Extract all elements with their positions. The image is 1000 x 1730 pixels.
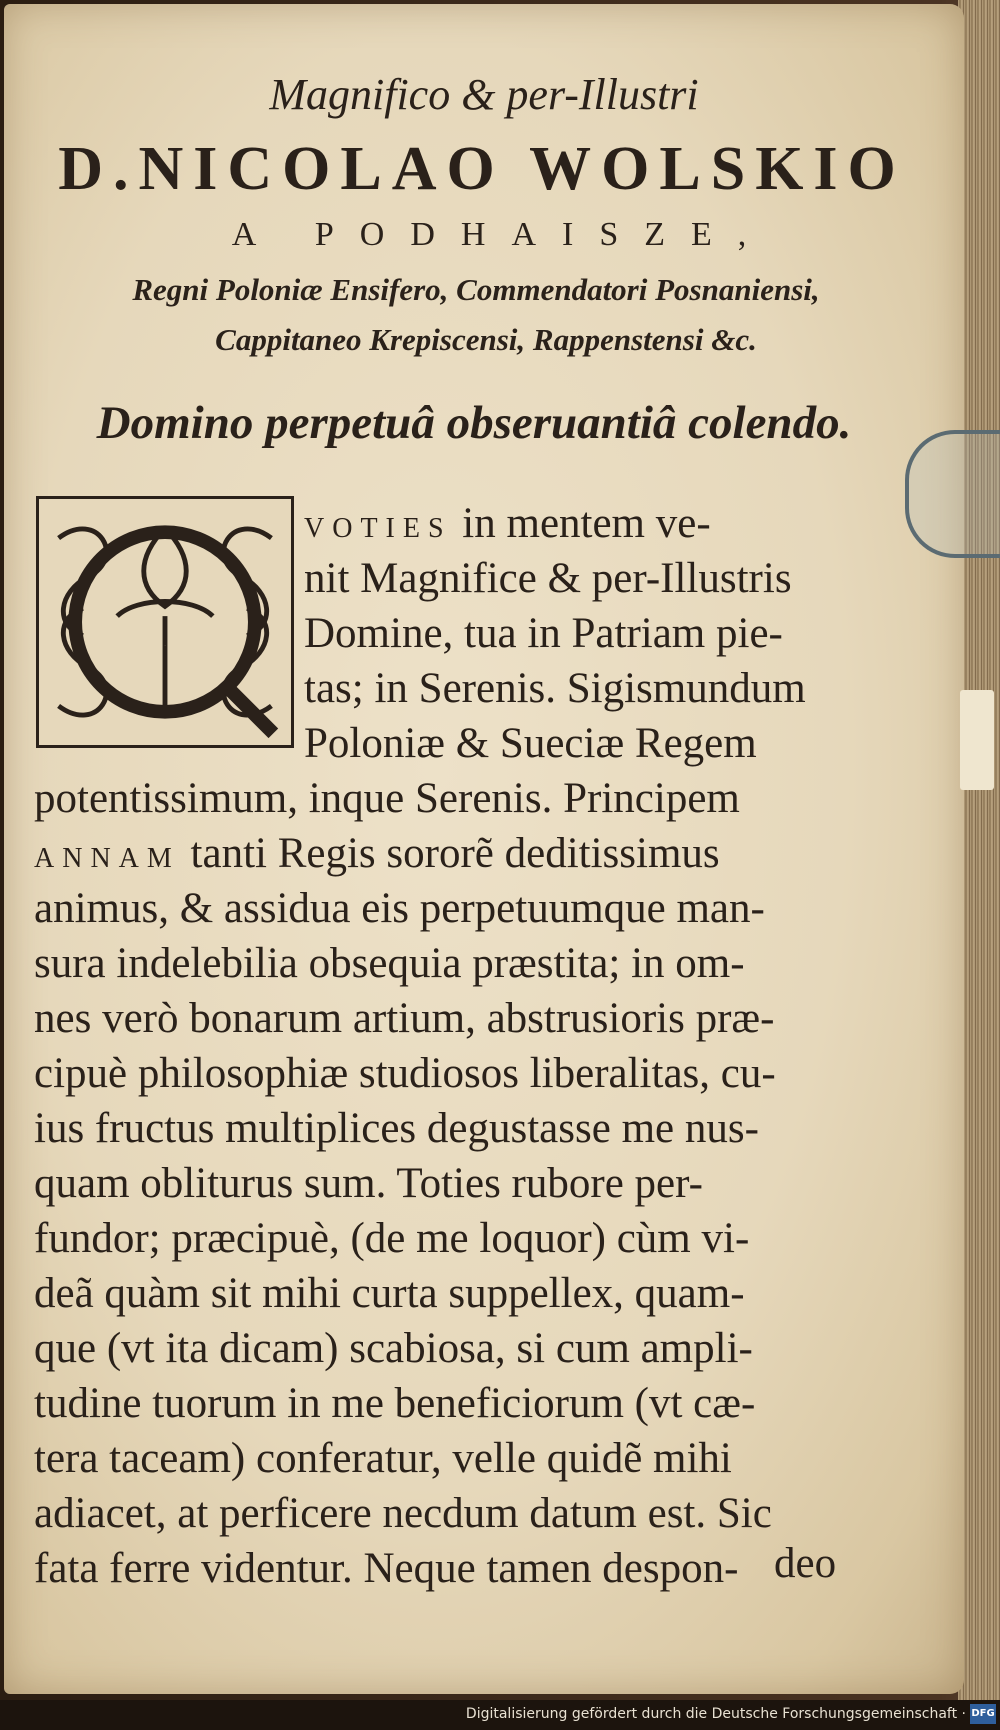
dedicatee-origin: A PODHAISZE, — [231, 216, 773, 253]
text-line: VOTIES in mentem ve- — [304, 500, 711, 547]
text-line: fundor; præcipuè, (de me loquor) cùm vi- — [34, 1215, 750, 1262]
page-edges — [958, 0, 1000, 1700]
text-line: tudine tuorum in me beneficiorum (vt cæ- — [34, 1380, 756, 1427]
catchword: deo — [774, 1540, 837, 1587]
text-line: tas; in Serenis. Sigismundum — [304, 665, 806, 712]
body-text-block — [34, 771, 864, 1596]
ornament-icon — [39, 499, 291, 745]
dedicatee-name: D.NICOLAO WOLSKIO — [58, 135, 906, 203]
dedicatee-title-1: Regni Poloniæ Ensifero, Commendatori Posnaniensi, — [132, 272, 820, 307]
dfg-logo-icon: DFG — [970, 1704, 996, 1724]
text-line: que (vt ita dicam) scabiosa, si cum ampli- — [34, 1325, 753, 1372]
indented-text-block — [304, 496, 844, 771]
text-line: Poloniæ & Sueciæ Regem — [304, 720, 757, 767]
initial-letter: Q — [164, 645, 166, 647]
text-line: ius fructus multiplices degustasse me nus- — [34, 1105, 759, 1152]
text-line: cipuè philosophiæ studiosos liberalitas, cu- — [34, 1050, 776, 1097]
dedication-salutation: Domino perpetuâ obseruantiâ colendo. — [96, 397, 852, 449]
text-line: nit Magnifice & per-Illustris — [304, 555, 792, 602]
text-line: animus, & assidua eis perpetuumque man- — [34, 885, 765, 932]
text-line: fata ferre videntur. Neque tamen despon- — [34, 1545, 739, 1592]
text-line: ANNAM tanti Regis sororẽ deditissimus — [34, 830, 720, 877]
text-line: deã quàm sit mihi curta suppellex, quam- — [34, 1270, 745, 1317]
funding-credit: Digitalisierung gefördert durch die Deutsche Forschungsgemeinschaft · — [465, 1706, 966, 1722]
dedication-line-1: Magnifico & per-Illustri — [269, 70, 699, 119]
decorated-initial — [36, 496, 294, 748]
dedicatee-title-2: Cappitaneo Krepiscensi, Rappenstensi &c. — [215, 322, 757, 357]
text-line: quam obliturus sum. Toties rubore per- — [34, 1160, 703, 1207]
text-line: sura indelebilia obsequia præstita; in om- — [34, 940, 745, 987]
text-line: adiacet, at perficere necdum datum est. Sic — [34, 1490, 772, 1537]
anna-smallcaps: ANNAM — [34, 843, 180, 874]
text-line: tera taceam) conferatur, velle quidẽ mihi — [34, 1435, 732, 1482]
bookmark-clip — [905, 430, 1000, 558]
text-line: potentissimum, inque Serenis. Principem — [34, 775, 740, 822]
paper-scrap — [960, 690, 994, 790]
text-line: nes verò bonarum artium, abstrusioris præ- — [34, 995, 775, 1042]
text-line: Domine, tua in Patriam pie- — [304, 610, 783, 657]
book-page — [4, 4, 964, 1694]
